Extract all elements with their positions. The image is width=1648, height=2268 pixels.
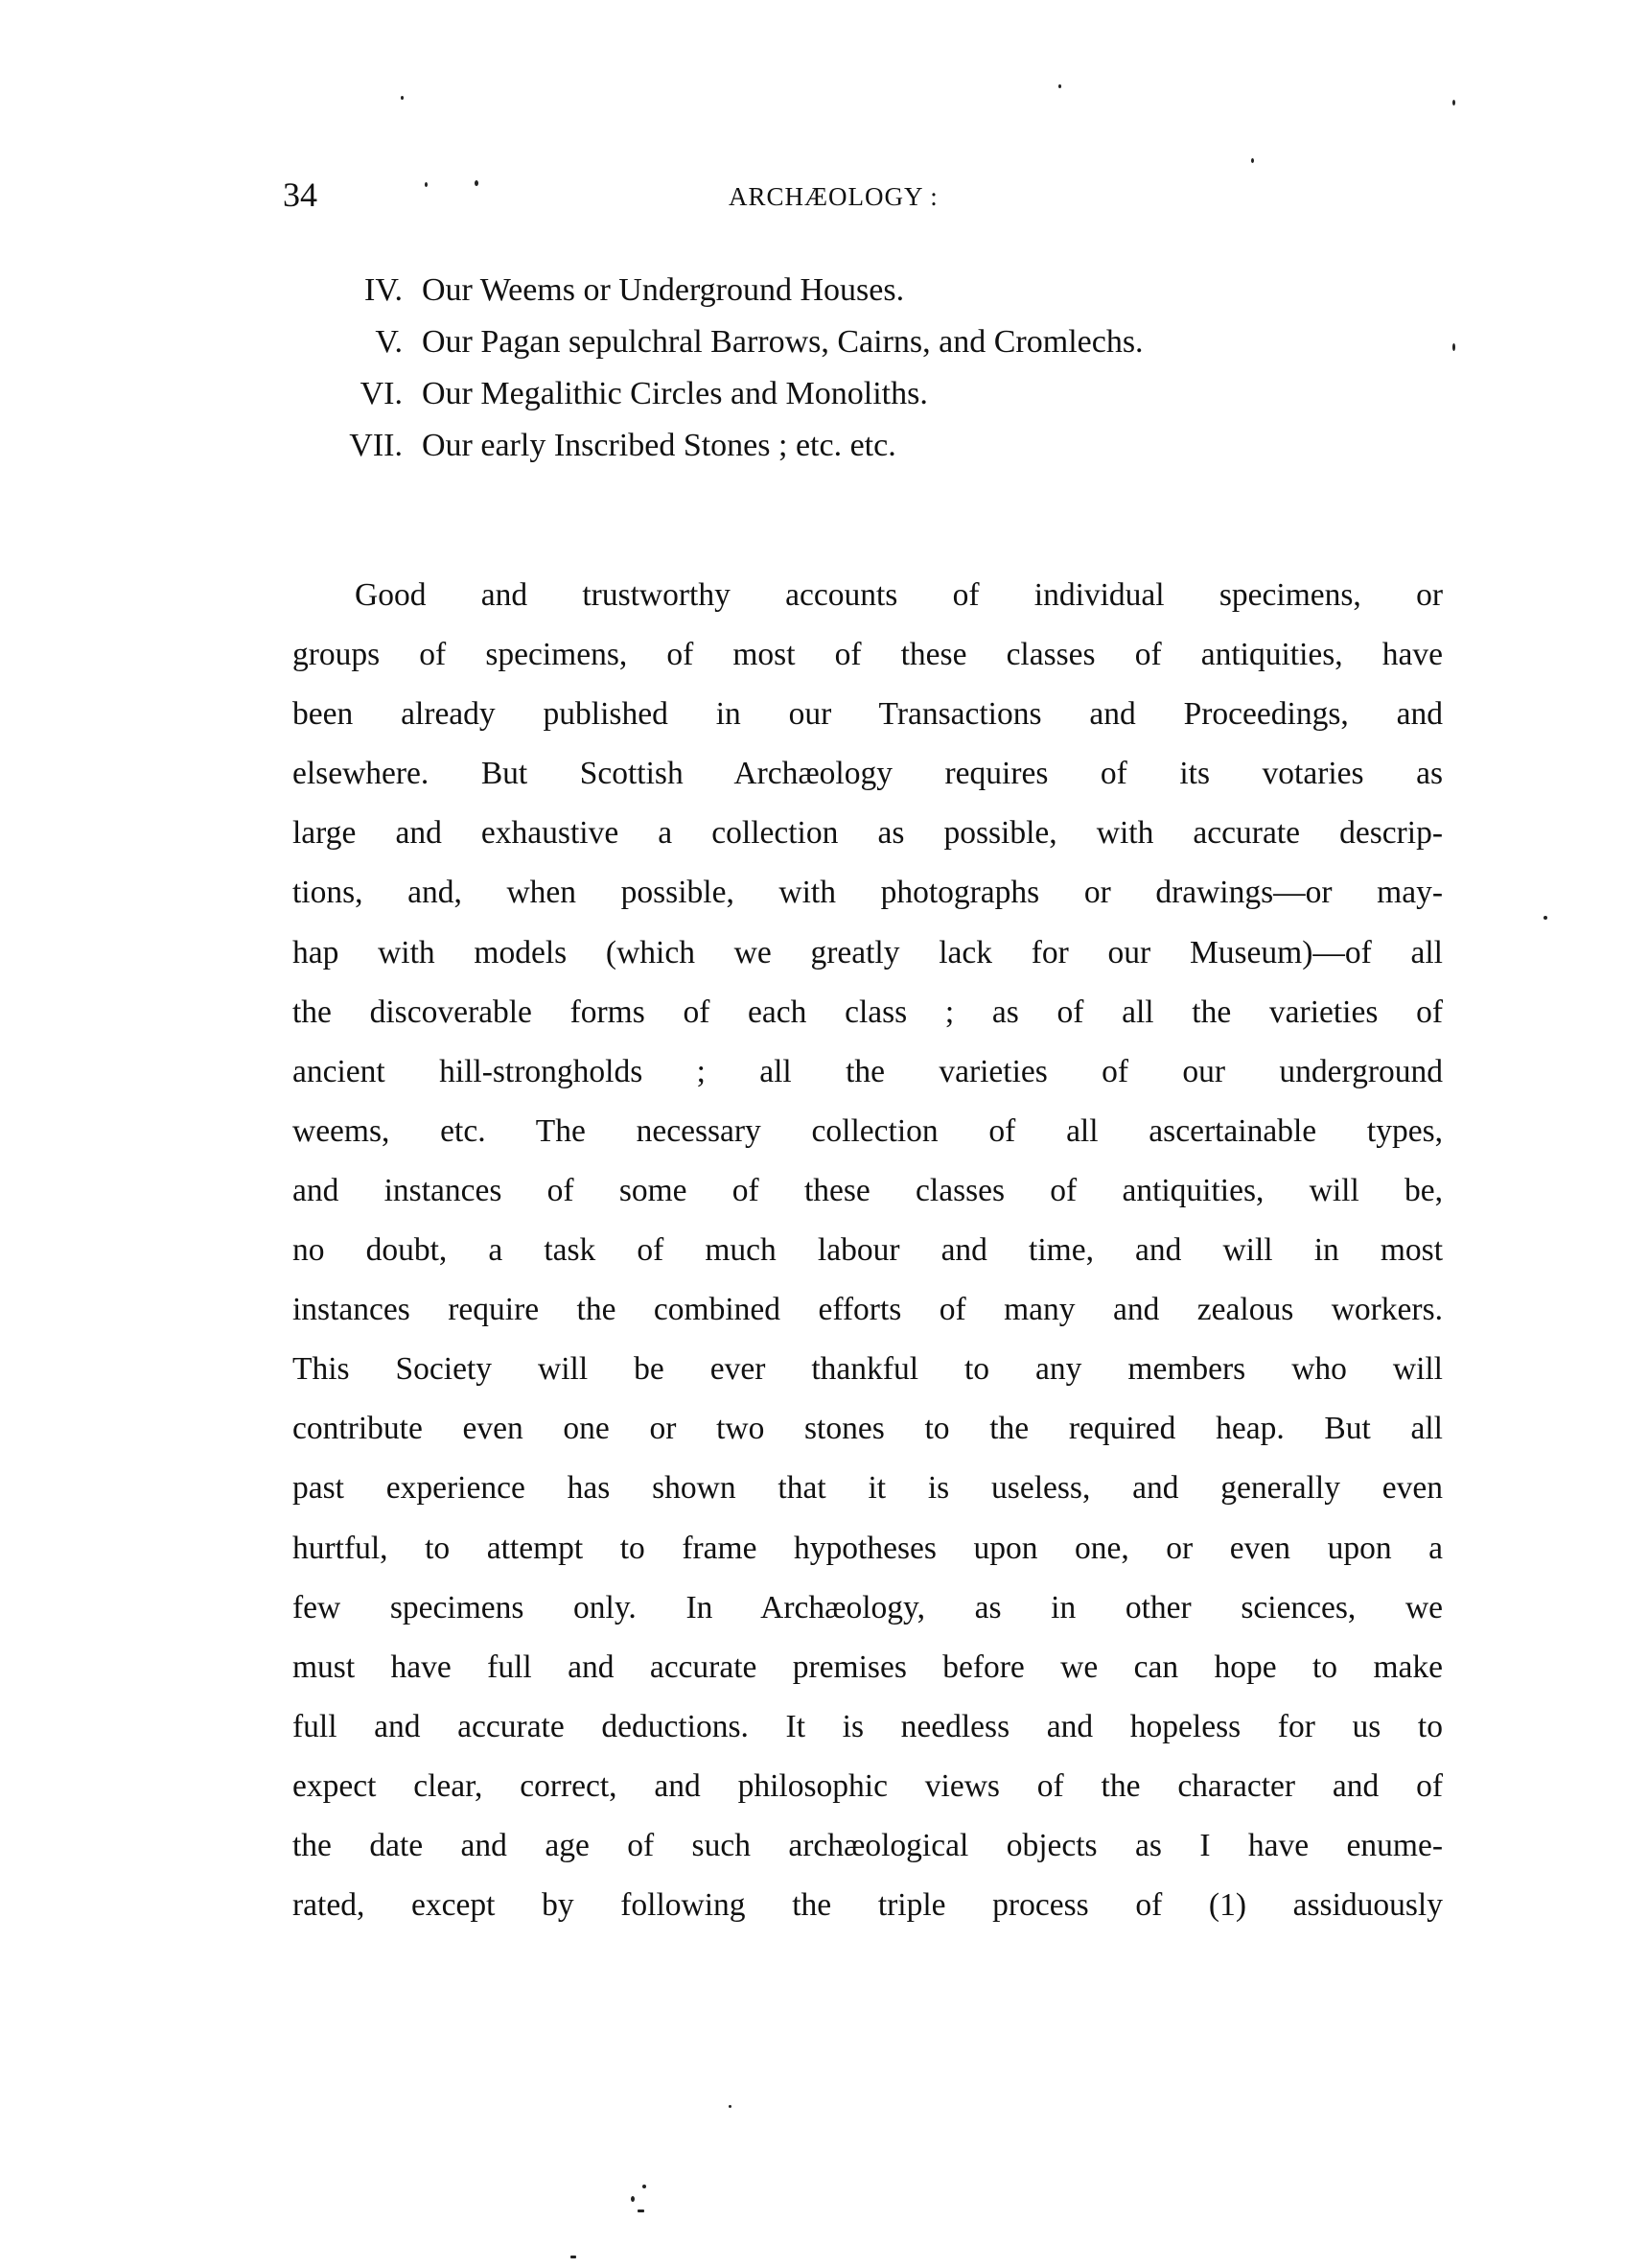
scan-speck	[1251, 158, 1254, 163]
text-line: instances require the combined efforts of many and zealous workers.	[292, 1292, 1443, 1328]
list-item	[288, 316, 1438, 368]
list-numeral: VII.	[349, 428, 403, 463]
list-text: Our early Inscribed Stones ; etc. etc.	[422, 428, 896, 463]
text-line: past experience has shown that it is useless, and generally even	[292, 1470, 1443, 1507]
enumerated-list	[288, 265, 1438, 472]
scan-speck	[642, 2185, 646, 2188]
scan-speck	[1058, 84, 1061, 88]
list-item	[288, 420, 1438, 472]
text-line: few specimens only. In Archæology, as in other sciences, we	[292, 1589, 1443, 1625]
text-line: Good and trustworthy accounts of individual specimens, or	[355, 577, 1443, 613]
scan-speck	[1452, 343, 1455, 351]
page-number: 34	[283, 175, 317, 214]
text-line: ancient hill-strongholds ; all the varieties of our underground	[292, 1053, 1443, 1089]
text-line: hurtful, to attempt to frame hypotheses upon one, or even upon a	[292, 1530, 1443, 1566]
scan-speck	[1452, 100, 1455, 105]
list-numeral: VI.	[360, 376, 403, 411]
text-line: no doubt, a task of much labour and time, and will in most	[292, 1232, 1443, 1269]
scan-speck	[631, 2196, 635, 2202]
text-line: the date and age of such archæological objects as I have enume-	[292, 1827, 1443, 1863]
text-line: groups of specimens, of most of these classes of antiquities, have	[292, 637, 1443, 673]
text-line: the discoverable forms of each class ; as of all the varieties of	[292, 994, 1443, 1030]
text-line: elsewhere. But Scottish Archæology requires of its votaries as	[292, 756, 1443, 792]
scan-speck	[570, 2256, 576, 2258]
text-line: must have full and accurate premises before we can hope to make	[292, 1648, 1443, 1685]
text-line: contribute even one or two stones to the required heap. But all	[292, 1411, 1443, 1447]
list-item	[288, 368, 1438, 420]
text-line: and instances of some of these classes of antiquities, will be,	[292, 1172, 1443, 1208]
text-line: tions, and, when possible, with photographs or drawings—or may-	[292, 875, 1443, 911]
list-numeral: IV.	[364, 272, 403, 308]
scan-speck	[729, 2105, 731, 2108]
list-text: Our Megalithic Circles and Monoliths.	[422, 376, 928, 411]
text-line: weems, etc. The necessary collection of all ascertainable types,	[292, 1112, 1443, 1149]
scan-speck	[1544, 916, 1547, 920]
list-text: Our Pagan sepulchral Barrows, Cairns, and Cromlechs.	[422, 324, 1144, 360]
text-line: expect clear, correct, and philosophic views of the character and of	[292, 1767, 1443, 1804]
scan-speck	[401, 96, 404, 100]
text-line: hap with models (which we greatly lack for our Museum)—of all	[292, 934, 1443, 970]
list-numeral: V.	[375, 324, 403, 360]
scan-speck	[638, 2210, 644, 2212]
text-line: rated, except by following the triple process of (1) assiduously	[292, 1887, 1443, 1924]
list-text: Our Weems or Underground Houses.	[422, 272, 905, 308]
scan-speck	[425, 182, 428, 187]
running-head	[283, 171, 1443, 219]
text-line: large and exhaustive a collection as possible, with accurate descrip-	[292, 815, 1443, 852]
scan-speck	[475, 180, 478, 186]
text-line: been already published in our Transactions and Proceedings, and	[292, 696, 1443, 733]
text-line: This Society will be ever thankful to any members who will	[292, 1351, 1443, 1388]
list-item	[288, 265, 1438, 316]
running-title: ARCHÆOLOGY :	[729, 182, 939, 211]
body-paragraph	[292, 566, 1443, 1935]
text-line: full and accurate deductions. It is needless and hopeless for us to	[292, 1708, 1443, 1744]
